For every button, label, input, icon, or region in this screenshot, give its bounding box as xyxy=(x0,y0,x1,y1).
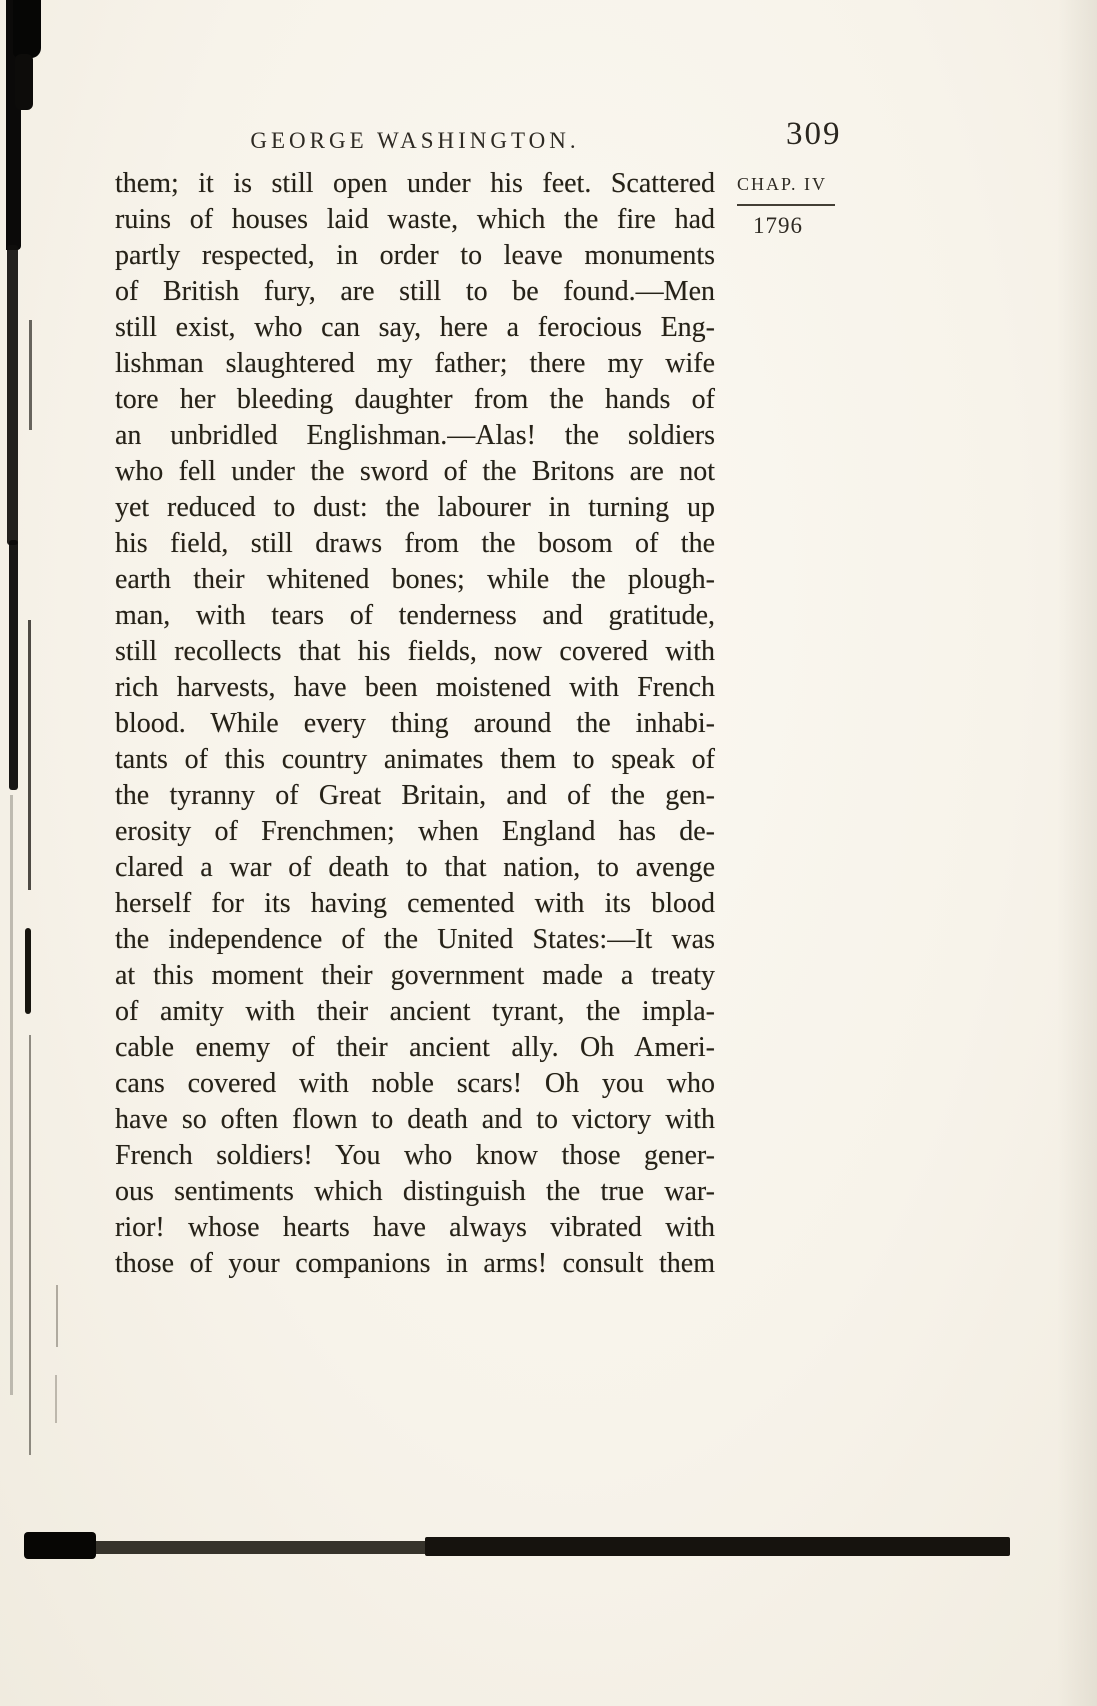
text-line: ruins of houses laid waste, which the fire had xyxy=(115,204,715,235)
text-line: tants of this country animates them to speak of xyxy=(115,744,715,775)
text-line: ous sentiments which distinguish the true war- xyxy=(115,1176,715,1207)
text-line: partly respected, in order to leave monuments xyxy=(115,240,715,271)
year-label: 1796 xyxy=(753,213,803,238)
text-line: lishman slaughtered my father; there my wife xyxy=(115,348,715,379)
text-line: those of your companions in arms! consult them xyxy=(115,1248,715,1279)
text-line: yet reduced to dust: the labourer in turning up xyxy=(115,492,715,523)
margin-notes xyxy=(737,174,839,239)
text-line: earth their whitened bones; while the plough- xyxy=(115,564,715,595)
text-line: cable enemy of their ancient ally. Oh Ameri- xyxy=(115,1032,715,1063)
scan-artifact-edge-strip xyxy=(7,245,18,545)
scan-artifact-edge-strip xyxy=(10,795,13,1395)
page-body-text xyxy=(115,166,715,1282)
text-line: clared a war of death to that nation, to avenge xyxy=(115,852,715,883)
text-line: rich harvests, have been moistened with French xyxy=(115,672,715,703)
page-number: 309 xyxy=(786,116,842,152)
scan-artifact-bottom-bar-cap xyxy=(24,1532,96,1559)
scan-artifact-pencil-mark xyxy=(56,1285,58,1347)
scan-artifact-line xyxy=(29,1035,31,1455)
scan-artifact-pencil-mark xyxy=(55,1375,57,1423)
chapter-label: CHAP. IV xyxy=(737,174,828,194)
scan-artifact-line xyxy=(28,620,31,890)
scan-artifact-edge-strip xyxy=(6,0,21,250)
text-line: herself for its having cemented with its blood xyxy=(115,888,715,919)
text-line: French soldiers! You who know those gener- xyxy=(115,1140,715,1171)
text-line: the independence of the United States:—It was xyxy=(115,924,715,955)
text-line: man, with tears of tenderness and gratitude, xyxy=(115,600,715,631)
scan-artifact-bottom-bar xyxy=(425,1537,1010,1556)
text-line: them; it is still open under his feet. Scattered xyxy=(115,168,715,199)
text-line: tore her bleeding daughter from the hands of xyxy=(115,384,715,415)
text-line: his field, still draws from the bosom of the xyxy=(115,528,715,559)
text-line: rior! whose hearts have always vibrated with xyxy=(115,1212,715,1243)
text-line: who fell under the sword of the Britons are not xyxy=(115,456,715,487)
text-line: of British fury, are still to be found.—Men xyxy=(115,276,715,307)
text-line: cans covered with noble scars! Oh you who xyxy=(115,1068,715,1099)
text-line: erosity of Frenchmen; when England has de- xyxy=(115,816,715,847)
text-line: at this moment their government made a treaty xyxy=(115,960,715,991)
text-line: the tyranny of Great Britain, and of the gen- xyxy=(115,780,715,811)
text-line: an unbridled Englishman.—Alas! the soldiers xyxy=(115,420,715,451)
margin-rule xyxy=(737,204,835,206)
scan-artifact-edge-strip xyxy=(9,540,18,790)
text-line: blood. While every thing around the inhabi- xyxy=(115,708,715,739)
text-line: still exist, who can say, here a ferocious Eng- xyxy=(115,312,715,343)
text-line: have so often flown to death and to victory with xyxy=(115,1104,715,1135)
text-line: of amity with their ancient tyrant, the impla- xyxy=(115,996,715,1027)
scan-artifact-bottom-bar xyxy=(30,1541,430,1554)
scan-artifact-blob xyxy=(13,0,41,58)
scan-artifact-blob xyxy=(15,54,33,110)
page-edge-shadow xyxy=(1057,0,1097,1706)
scan-artifact-line xyxy=(29,320,32,430)
scan-artifact-blob xyxy=(25,928,31,1014)
running-title: GEORGE WASHINGTON. xyxy=(250,128,580,153)
text-line: still recollects that his fields, now covered with xyxy=(115,636,715,667)
